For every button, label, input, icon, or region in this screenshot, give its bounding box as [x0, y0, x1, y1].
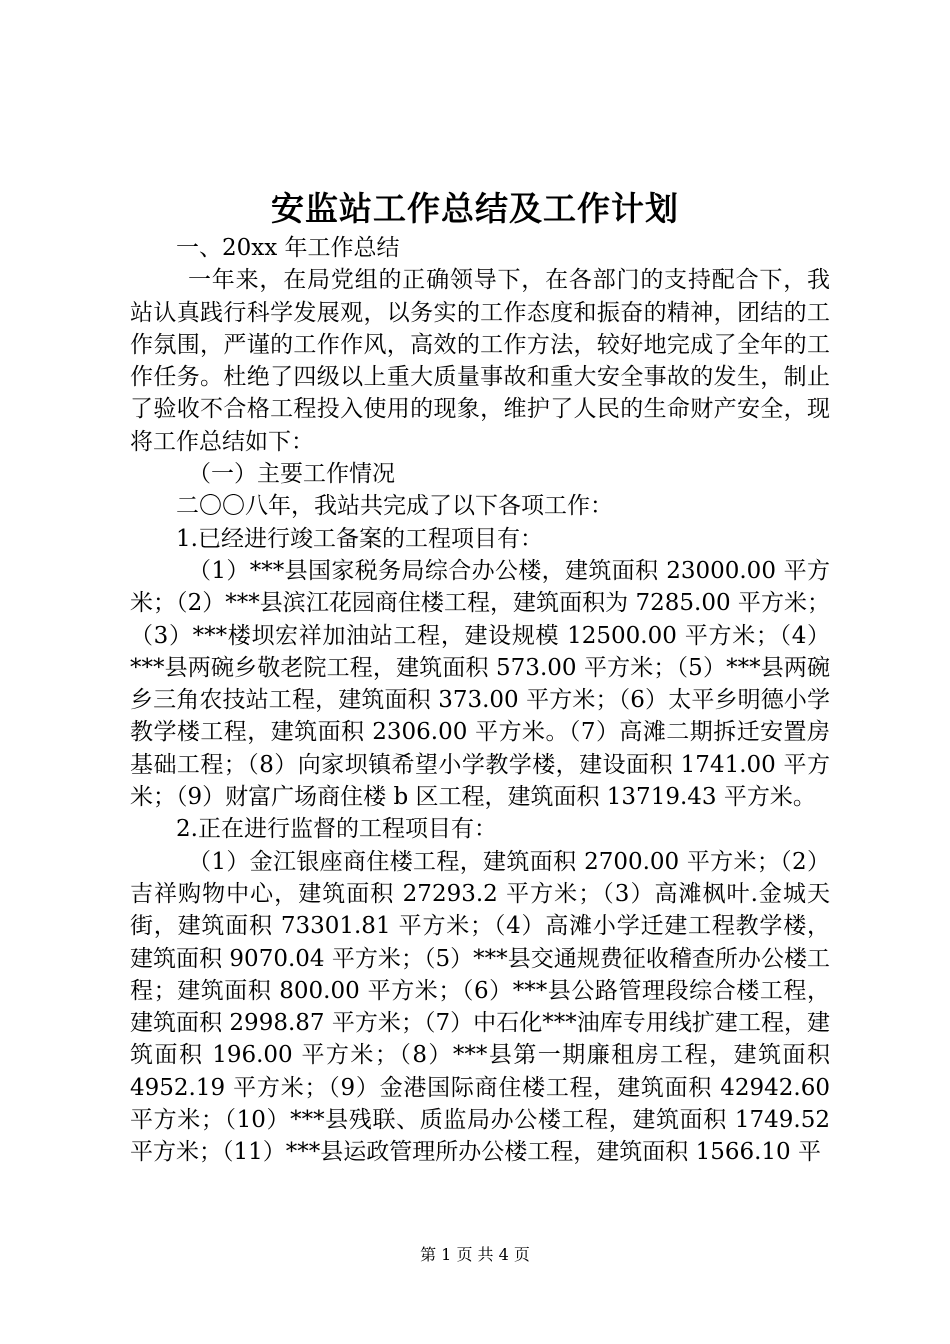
- supervised-projects-paragraph: （1）金江银座商住楼工程，建筑面积 2700.00 平方米；（2）吉祥购物中心，建筑面积 27293.2 平方米；（3）高滩枫叶.金城天街，建筑面积 73301.81 平方米；（4）高滩小学迁建工程教学楼，建筑面积 9070.04 平方米；（5）***县交通规费征收稽查所办公楼工程；建筑面积 800.00 平方米；（6）***县公路管理段综合楼工程，建筑面积 2998.87 平方米；（7）中石化***油库专用线扩建工程，建筑面积 196.00 平方米；（8）***县第一期廉租房工程，建筑面积 4952.19 平方米；（9）金港国际商住楼工程，建筑面积 42942.60 平方米；（10）***县残联、质监局办公楼工程，建筑面积 1749.52 平方米；（11）***县运政管理所办公楼工程，建筑面积 1566.10 平: [130, 848, 830, 1166]
- work-overview-paragraph: 二〇〇八年，我站共完成了以下各项工作：: [176, 493, 613, 520]
- intro-paragraph: 一年来，在局党组的正确领导下，在各部门的支持配合下，我站认真践行科学发展观，以务实的工作态度和振奋的精神，团结的工作氛围，严谨的工作作风，高效的工作方法，较好地完成了全年的工作任务。杜绝了四级以上重大质量事故和重大安全事故的发生，制止了验收不合格工程投入使用的现象，维护了人民的生命财产安全，现将工作总结如下：: [130, 267, 830, 455]
- document-title: 安监站工作总结及工作计划: [271, 189, 679, 228]
- completed-projects-paragraph: （1）***县国家税务局综合办公楼，建筑面积 23000.00 平方米；（2）***县滨江花园商住楼工程，建筑面积为 7285.00 平方米；（3）***楼坝宏祥加油站工程，建设规模 12500.00 平方米；（4）***县两碗乡敬老院工程，建筑面积 573.00 平方米；（5）***县两碗乡三角农技站工程，建筑面积 373.00 平方米；（6）太平乡明德小学教学楼工程，建筑面积 2306.00 平方米。（7）高滩二期拆迁安置房基础工程；（8）向家坝镇希望小学教学楼，建设面积 1741.00 平方米；（9）财富广场商住楼 b 区工程，建筑面积 13719.43 平方米。: [130, 557, 830, 811]
- section-heading-summary: 一、20xx 年工作总结: [176, 235, 400, 261]
- subsection-heading-main-work: （一）主要工作情况: [188, 461, 395, 488]
- page-footer: 第 1 页 共 4 页: [420, 1245, 530, 1264]
- list-heading-completed-projects: 1.已经进行竣工备案的工程项目有：: [176, 525, 543, 552]
- document-body: [130, 232, 830, 1169]
- list-heading-supervised-projects: 2.正在进行监督的工程项目有：: [176, 816, 497, 843]
